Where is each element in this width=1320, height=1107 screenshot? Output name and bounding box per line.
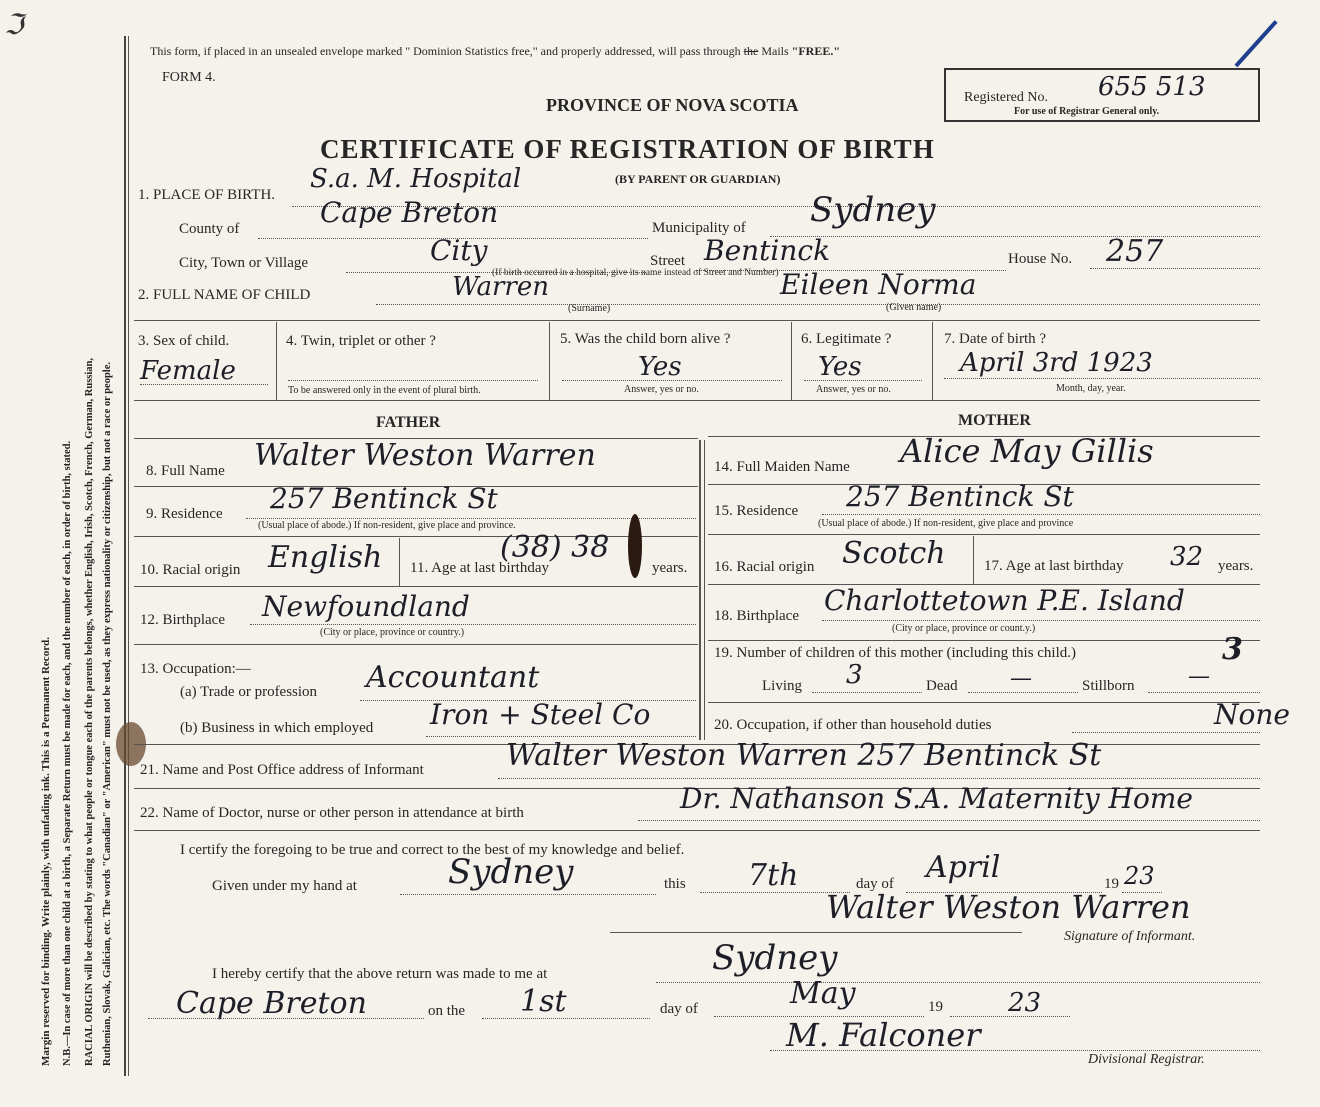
father-age-value: (38) 38 <box>500 530 610 565</box>
margin-note-1: Margin reserved for binding. Write plainly, with unfading ink. This is a Permanent Record. <box>40 637 52 1066</box>
house-label: House No. <box>1008 251 1073 267</box>
place-of-birth-label: 1. PLACE OF BIRTH. <box>138 187 276 203</box>
binding-margin-line-2 <box>128 36 129 1076</box>
registrar-day-of-label: day of <box>660 1001 698 1017</box>
registrar-year-value: 23 <box>1008 988 1042 1018</box>
twin-note: To be answered only in the event of plural birth. <box>288 385 481 396</box>
certify-day-value: 7th <box>748 858 799 893</box>
father-race-label: 10. Racial origin <box>140 562 241 578</box>
legitimate-label: 6. Legitimate ? <box>801 331 892 347</box>
given-place-value: Sydney <box>448 852 574 892</box>
living-label: Living <box>762 678 802 694</box>
dead-label: Dead <box>926 678 958 694</box>
stillborn-label: Stillborn <box>1082 678 1135 694</box>
registered-box <box>944 68 1260 122</box>
form-number: FORM 4. <box>162 70 216 85</box>
mother-name-value: Alice May Gillis <box>900 432 1154 470</box>
child-surname-value: Warren <box>452 272 549 302</box>
sex-value: Female <box>140 356 236 386</box>
corner-mark: ℑ <box>4 8 24 41</box>
mail-notice-text: This form, if placed in an unsealed envelope marked " Dominion Statistics free," and properly addressed, will pass through <box>150 44 741 58</box>
born-alive-note: Answer, yes or no. <box>624 384 699 395</box>
registrar-month-value: May <box>790 976 856 1011</box>
born-alive-value: Yes <box>638 352 682 382</box>
registrar-day-value: 1st <box>520 984 567 1019</box>
children-count-label: 19. Number of children of this mother (including this child.) <box>714 645 1077 661</box>
father-birthplace-value: Newfoundland <box>262 590 470 623</box>
mother-nonresident-note: If non-resident, give place and province <box>913 518 1074 529</box>
dead-value: — <box>1010 666 1032 691</box>
mother-age-value: 32 <box>1170 542 1204 572</box>
given-name-caption: (Given name) <box>886 302 942 313</box>
informant-signature-caption: Signature of Informant. <box>1064 929 1196 944</box>
municipality-label: Municipality of <box>652 220 746 236</box>
father-birthplace-note: (City or place, province or country.) <box>320 627 465 638</box>
business-value: Iron + Steel Co <box>430 698 651 731</box>
legitimate-note: Answer, yes or no. <box>816 384 891 395</box>
business-label: (b) Business in which employed <box>180 720 374 736</box>
certify-day-of-label: day of <box>856 876 894 892</box>
mail-notice-mails: Mails <box>761 44 789 58</box>
sex-label: 3. Sex of child. <box>138 333 230 349</box>
house-value: 257 <box>1106 234 1164 269</box>
registrar-signature: M. Falconer <box>786 1016 981 1054</box>
mail-notice <box>150 44 840 59</box>
father-race-value: English <box>268 540 383 575</box>
hospital-note: (If birth occurred in a hospital, give its name instead of Street and Number) <box>492 268 779 278</box>
children-count-value: 3 <box>1222 632 1243 667</box>
margin-note-2: N.B.—In case of more than one child at a birth, a Separate Return must be made for each, and the number of each, in order of birth, stated. <box>62 440 73 1066</box>
margin-note-3: RACIAL ORIGIN will be described by stating to what people or tongue each of the parents belongs, whether English, Irish, Scotch, French, German, Russian, <box>84 357 95 1066</box>
margin-note-4: Ruthenian, Slovak, Galician, etc. The words "Canadian" or "American" must not be used, as they express nationality or citizenship, but not a race or people. <box>102 361 113 1066</box>
living-value: 3 <box>846 660 863 690</box>
county-label: County of <box>179 221 240 237</box>
trade-value: Accountant <box>366 660 540 695</box>
registrar-place-value: Sydney <box>712 938 838 978</box>
doctor-value: Dr. Nathanson S.A. Maternity Home <box>680 782 1193 815</box>
date-of-birth-note: Month, day, year. <box>1056 383 1126 394</box>
registrar-caption: Divisional Registrar. <box>1088 1052 1205 1067</box>
given-under-hand-label: Given under my hand at <box>212 878 357 894</box>
born-alive-label: 5. Was the child born alive ? <box>560 331 731 347</box>
certificate-subtitle: (BY PARENT OR GUARDIAN) <box>615 172 781 186</box>
informant-value: Walter Weston Warren 257 Bentinck St <box>506 738 1102 773</box>
pen-mark <box>1235 20 1278 67</box>
city-value: City <box>430 234 488 267</box>
mother-race-value: Scotch <box>842 536 946 571</box>
certify-statement: I certify the foregoing to be true and correct to the best of my knowledge and belief. <box>180 842 685 858</box>
county-value: Cape Breton <box>320 196 499 229</box>
mail-notice-struck: the <box>743 44 759 58</box>
father-age-label: 11. Age at last birthday <box>410 560 549 576</box>
province-heading: PROVINCE OF NOVA SCOTIA <box>546 95 799 115</box>
father-abode-note: (Usual place of abode.) <box>258 520 352 531</box>
registrar-year-prefix: 19 <box>928 999 943 1015</box>
mother-age-label: 17. Age at last birthday <box>984 558 1124 574</box>
ink-blot <box>628 514 642 578</box>
municipality-value: Sydney <box>810 190 936 230</box>
street-value: Bentinck <box>704 234 831 267</box>
this-label: this <box>664 876 686 892</box>
certificate-title: CERTIFICATE OF REGISTRATION OF BIRTH <box>320 134 935 164</box>
city-label: City, Town or Village <box>179 255 309 271</box>
street-label: Street <box>650 253 685 269</box>
mother-occupation-label: 20. Occupation, if other than household duties <box>714 717 992 733</box>
doctor-label: 22. Name of Doctor, nurse or other person in attendance at birth <box>140 805 524 821</box>
legitimate-value: Yes <box>818 352 862 382</box>
twin-label: 4. Twin, triplet or other ? <box>286 333 436 349</box>
informant-signature: Walter Weston Warren <box>826 888 1191 926</box>
father-birthplace-label: 12. Birthplace <box>140 612 225 628</box>
certify-year-prefix: 19 <box>1104 876 1119 892</box>
father-nonresident-note: If non-resident, give place and province. <box>353 520 516 531</box>
mother-heading: MOTHER <box>958 412 1031 429</box>
trade-label: (a) Trade or profession <box>180 684 318 700</box>
father-name-label: 8. Full Name <box>146 463 225 479</box>
child-given-value: Eileen Norma <box>780 268 977 301</box>
father-residence-label: 9. Residence <box>146 506 223 522</box>
mother-residence-value: 257 Bentinck St <box>846 480 1074 513</box>
mother-occupation-value: None <box>1214 698 1290 731</box>
registrar-general-note: For use of Registrar General only. <box>1014 106 1160 117</box>
mother-race-label: 16. Racial origin <box>714 559 815 575</box>
date-of-birth-value: April 3rd 1923 <box>960 348 1153 378</box>
registrar-county-value: Cape Breton <box>176 986 367 1021</box>
father-residence-note <box>258 520 516 531</box>
certify-year-value: 23 <box>1124 862 1155 890</box>
place-of-birth-value: S.a. M. Hospital <box>310 164 522 194</box>
father-age-unit: years. <box>652 560 688 576</box>
date-of-birth-label: 7. Date of birth ? <box>944 331 1047 347</box>
mother-birthplace-note: (City or place, province or count.y.) <box>892 623 1036 634</box>
registrar-statement: I hereby certify that the above return was made to me at <box>212 966 548 982</box>
registered-number: 655 513 <box>1098 72 1206 102</box>
father-name-value: Walter Weston Warren <box>254 438 596 473</box>
mother-age-unit: years. <box>1218 558 1254 574</box>
registered-label: Registered No. <box>964 90 1048 105</box>
father-heading: FATHER <box>376 414 441 431</box>
mother-residence-label: 15. Residence <box>714 503 799 519</box>
certify-month-value: April <box>926 850 1001 885</box>
child-name-label: 2. FULL NAME OF CHILD <box>138 287 311 303</box>
registrar-on-the-label: on the <box>428 1003 466 1019</box>
father-occupation-label: 13. Occupation:— <box>140 661 251 677</box>
mother-abode-note: (Usual place of abode.) <box>818 518 912 529</box>
binding-margin-line <box>124 36 126 1076</box>
mother-residence-note <box>818 518 1073 529</box>
mail-notice-free: "FREE." <box>791 44 840 58</box>
surname-caption: (Surname) <box>568 303 611 314</box>
father-residence-value: 257 Bentinck St <box>270 482 498 515</box>
mother-birthplace-label: 18. Birthplace <box>714 608 799 624</box>
stillborn-value: — <box>1188 664 1210 689</box>
mother-name-label: 14. Full Maiden Name <box>714 459 850 475</box>
informant-label: 21. Name and Post Office address of Informant <box>140 762 424 778</box>
mother-birthplace-value: Charlottetown P.E. Island <box>824 584 1185 617</box>
